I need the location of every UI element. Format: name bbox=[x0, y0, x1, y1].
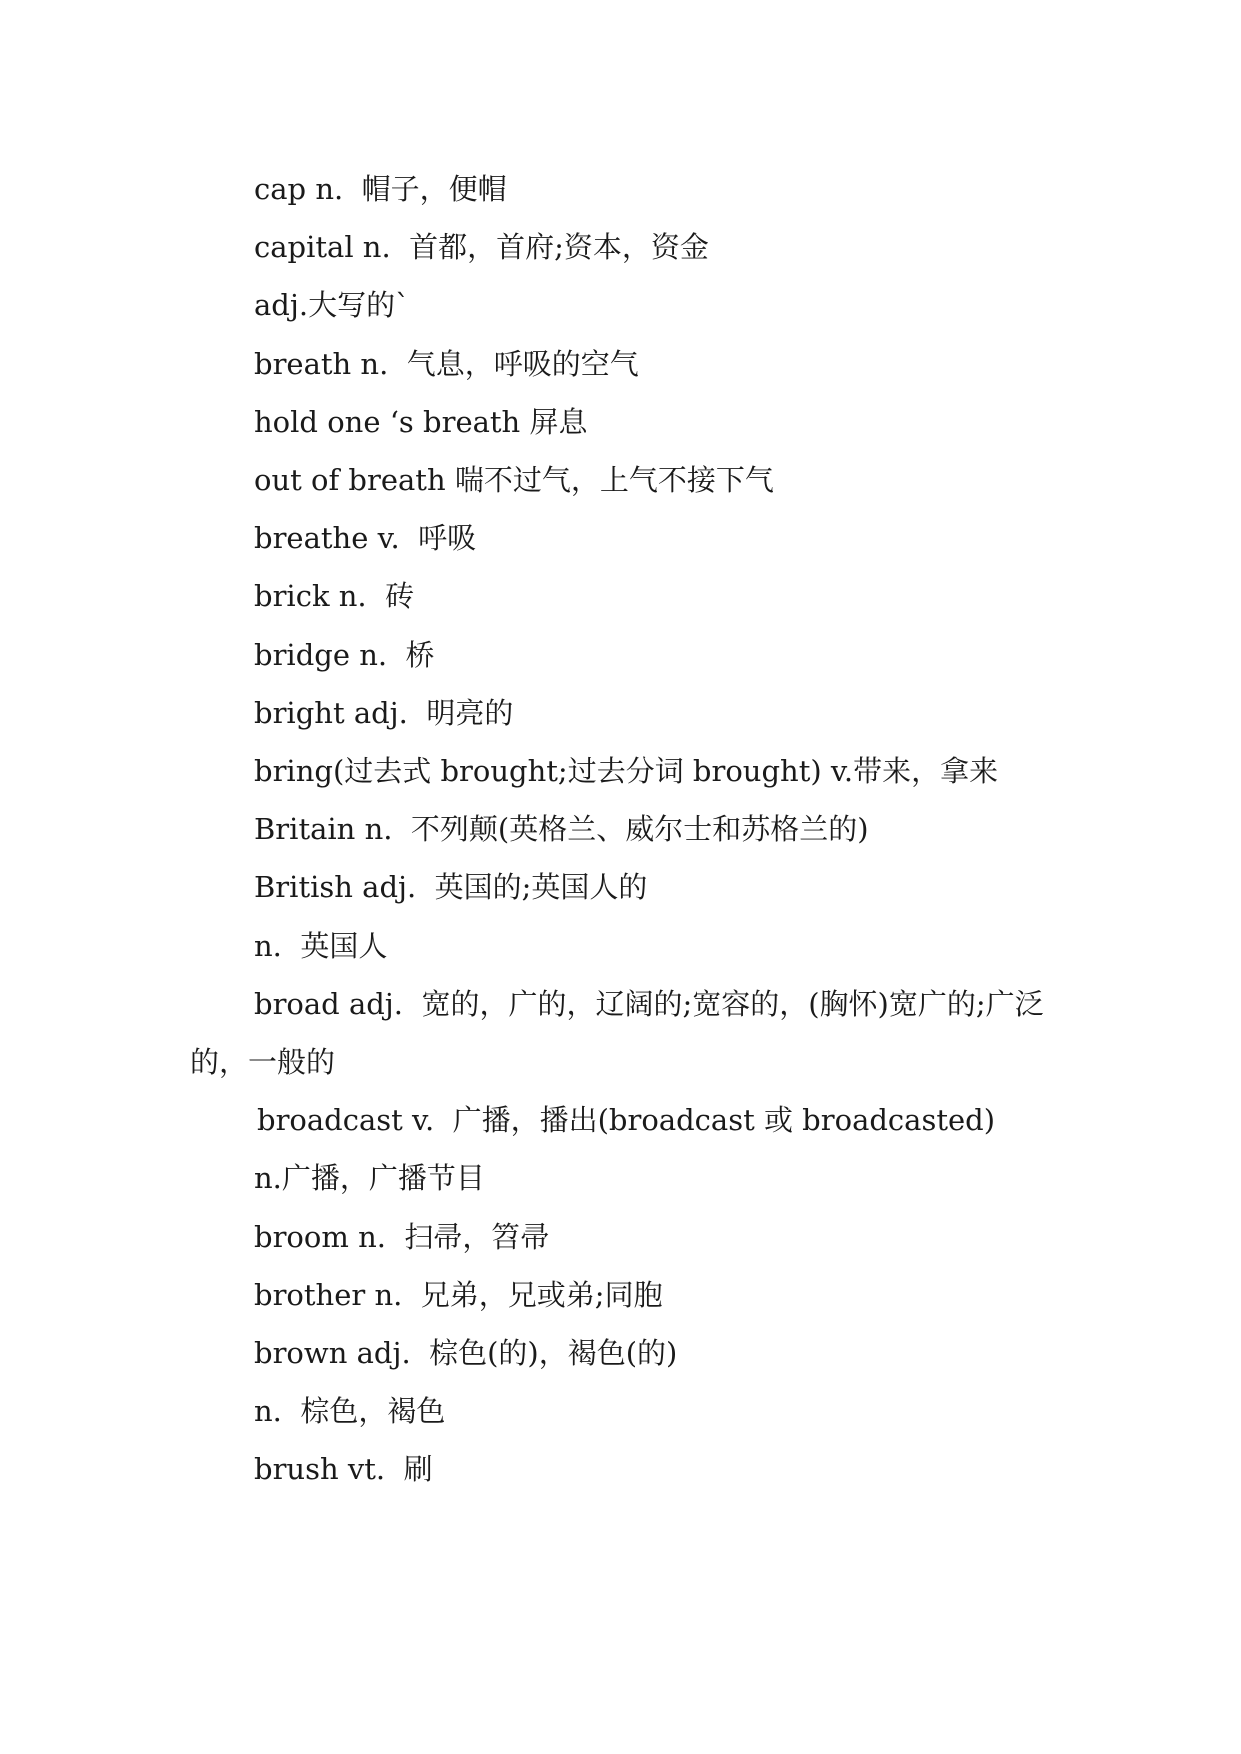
entry-brother: brother n. 兄弟，兄或弟;同胞 bbox=[254, 1277, 663, 1312]
entry-broadcast: broadcast v. 广播，播出(broadcast 或 broadcasted) bbox=[257, 1103, 996, 1138]
entry-breath: breath n. 气息，呼吸的空气 bbox=[254, 346, 639, 381]
entry-breathe: breathe v. 呼吸 bbox=[254, 521, 477, 556]
entry-brick: brick n. 砖 bbox=[254, 579, 415, 614]
entry-brown-noun: n. 棕色，褐色 bbox=[254, 1394, 446, 1429]
entry-british: British adj. 英国的;英国人的 bbox=[254, 870, 648, 905]
entry-bright: bright adj. 明亮的 bbox=[254, 695, 514, 730]
entry-broom: broom n. 扫帚，笤帚 bbox=[254, 1219, 550, 1254]
vocabulary-list bbox=[190, 160, 1070, 1499]
entry-british-noun: n. 英国人 bbox=[254, 928, 388, 963]
entry-capital: capital n. 首都，首府;资本，资金 bbox=[254, 230, 709, 265]
entry-brush: brush vt. 刷 bbox=[254, 1452, 433, 1487]
entry-capital-adj: adj.大写的` bbox=[254, 288, 410, 323]
entry-bring: bring(过去式 brought;过去分词 brought) v.带来，拿来 bbox=[254, 754, 999, 789]
entry-britain: Britain n. 不列颠(英格兰、威尔士和苏格兰的) bbox=[254, 812, 869, 847]
entry-broadcast-noun: n.广播，广播节目 bbox=[254, 1161, 485, 1196]
entry-out-of-breath: out of breath 喘不过气，上气不接下气 bbox=[254, 463, 774, 498]
entry-hold-ones-breath: hold one ‘s breath 屏息 bbox=[254, 404, 588, 439]
entry-bridge: bridge n. 桥 bbox=[254, 637, 435, 672]
entry-cap: cap n. 帽子，便帽 bbox=[254, 172, 507, 206]
entry-brown: brown adj. 棕色(的)，褐色(的) bbox=[254, 1336, 678, 1371]
entry-broad: broad adj. 宽的，广的，辽阔的;宽容的，(胸怀)宽广的;广泛的，一般的 bbox=[190, 986, 1044, 1080]
